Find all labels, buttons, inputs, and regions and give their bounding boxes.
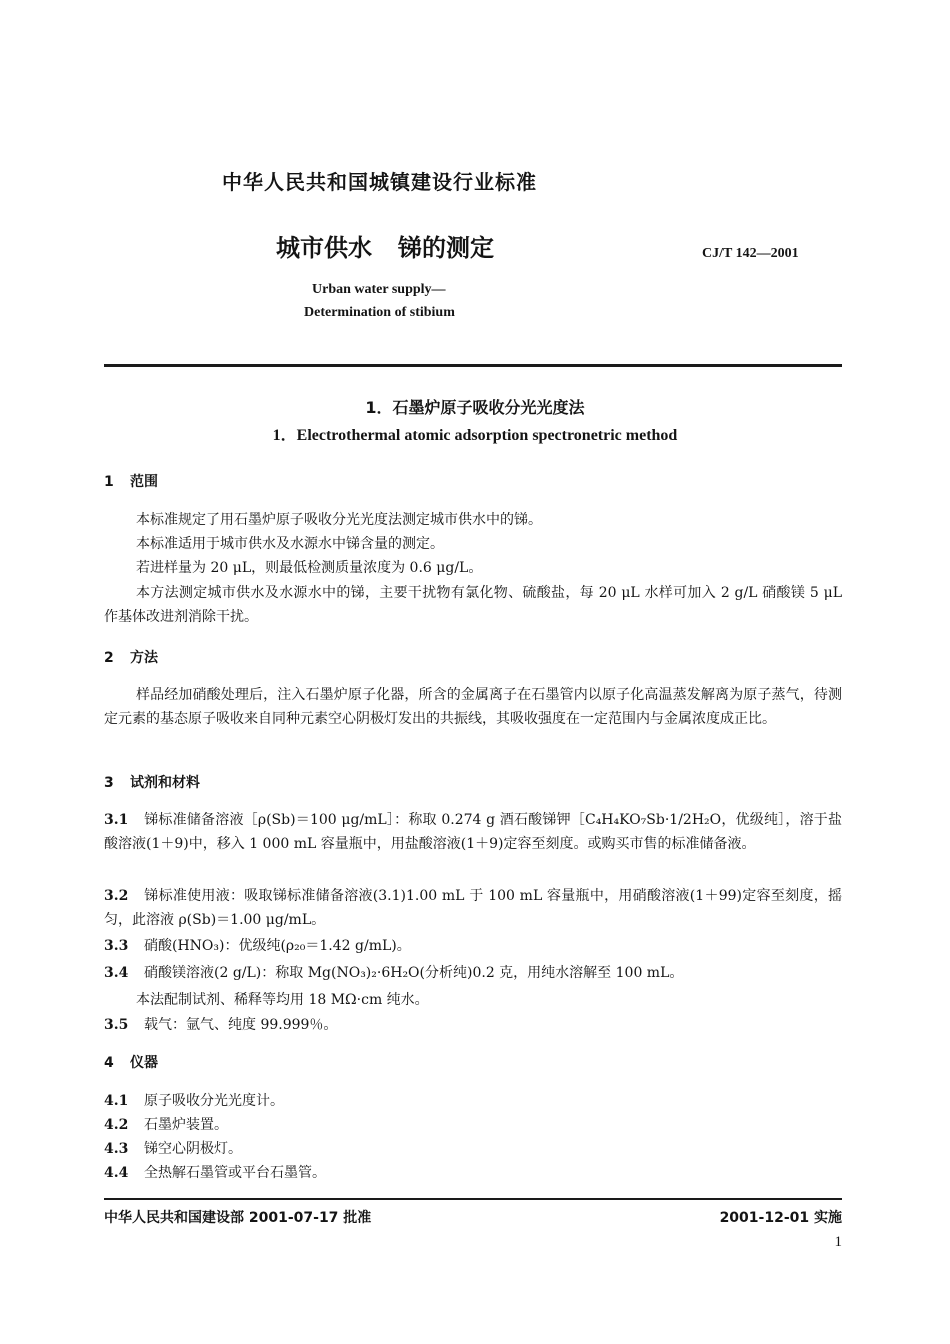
scope-paragraph-4: 本方法测定城市供水及水源水中的锑，主要干扰物有氯化物、硫酸盐，每 20 μL 水样可加入 2 g/L 硝酸镁 5 μL 作基体改进剂消除干扰。 [104,585,842,625]
method-paragraph: 样品经加硝酸处理后，注入石墨炉原子化器，所含的金属离子在石墨管内以原子化高温蒸发解离为原子蒸气，待测定元素的基态原子吸收来自同种元素空心阴极灯发出的共振线，其吸收强度在一定范围内与金属浓度成正比。 [104,687,842,727]
item-number: 4.3 [104,1141,129,1157]
section-number: 3 [104,775,114,791]
apparatus-item-4-2 [104,1113,842,1137]
reagent-item-3-5 [104,1013,842,1037]
item-number: 3.3 [104,938,129,954]
item-number: 4.2 [104,1117,129,1133]
item-number: 3.5 [104,1017,129,1033]
method-title-cn: 1．石墨炉原子吸收分光光度法 [365,398,585,417]
scope-paragraph-3: 若进样量为 20 μL，则最低检测质量浓度为 0.6 μg/L。 [136,560,483,576]
standard-category-title: 中华人民共和国城镇建设行业标准 [222,170,537,194]
reagent-item-3-2 [104,884,842,932]
apparatus-item-4-3 [104,1137,842,1161]
item-text: 锑标准使用液：吸取锑标准储备溶液(3.1)1.00 mL 于 100 mL 容量瓶中，用硝酸溶液(1＋99)定容至刻度，摇匀，此溶液 ρ(Sb)＝1.00 μg/mL。 [104,888,842,928]
item-number: 3.4 [104,965,129,981]
section-heading-reagents [104,772,200,792]
apparatus-item-4-4 [104,1161,842,1185]
section-number: 4 [104,1055,114,1071]
item-number: 3.2 [104,888,129,904]
section-number: 2 [104,650,114,666]
standard-number: CJ/T 142—2001 [702,246,799,261]
section-title: 方法 [130,650,158,666]
header-divider [104,364,842,367]
document-title-part-a: 城市供水 [276,234,372,262]
section-title: 范围 [130,474,158,490]
english-title-line-2: Determination of stibium [304,305,455,320]
section-heading-apparatus [104,1052,158,1072]
section-heading-scope [104,471,158,491]
reagent-item-3-4 [104,961,842,985]
effective-date: 2001-12-01 实施 [719,1210,842,1226]
item-number: 4.1 [104,1093,129,1109]
method-title-en: 1．Electrothermal atomic adsorption spectronetric method [272,427,678,444]
document-title [276,228,494,263]
item-text: 锑标准储备溶液［ρ(Sb)＝100 μg/mL］：称取 0.274 g 酒石酸锑钾［C₄H₄KO₇Sb·1/2H₂O，优级纯］，溶于盐酸溶液(1＋9)中，移入 1 000 mL 容量瓶中，用盐酸溶液(1＋9)定容至刻度。或购买市售的标准储备液。 [104,812,842,852]
section-heading-method [104,647,158,667]
apparatus-item-4-1 [104,1089,842,1113]
item-number: 4.4 [104,1165,129,1181]
item-text: 硝酸(HNO₃)：优级纯(ρ₂₀＝1.42 g/mL)。 [144,938,411,954]
item-text: 全热解石墨管或平台石墨管。 [144,1165,326,1181]
item-number: 3.1 [104,812,129,828]
section-title: 试剂和材料 [130,775,200,791]
reagent-water-note: 本法配制试剂、稀释等均用 18 MΩ·cm 纯水。 [136,992,429,1008]
reagent-item-3-1 [104,808,842,856]
page-number: 1 [834,1234,842,1250]
item-text: 硝酸镁溶液(2 g/L)：称取 Mg(NO₃)₂·6H₂O(分析纯)0.2 克，用纯水溶解至 100 mL。 [144,965,684,981]
scope-paragraph-2: 本标准适用于城市供水及水源水中锑含量的测定。 [136,536,444,552]
footer-divider [104,1198,842,1200]
english-title-line-1: Urban water supply— [312,282,446,297]
item-text: 载气：氩气、纯度 99.999％。 [144,1017,338,1033]
document-title-part-b: 锑的测定 [398,234,494,262]
item-text: 石墨炉装置。 [144,1117,228,1133]
item-text: 原子吸收分光光度计。 [144,1093,284,1109]
item-text: 锑空心阴极灯。 [144,1141,242,1157]
section-title: 仪器 [130,1055,158,1071]
section-number: 1 [104,474,114,490]
scope-paragraph-1: 本标准规定了用石墨炉原子吸收分光光度法测定城市供水中的锑。 [136,512,542,528]
approval-statement: 中华人民共和国建设部 2001-07-17 批准 [104,1210,372,1226]
reagent-item-3-3 [104,934,842,958]
